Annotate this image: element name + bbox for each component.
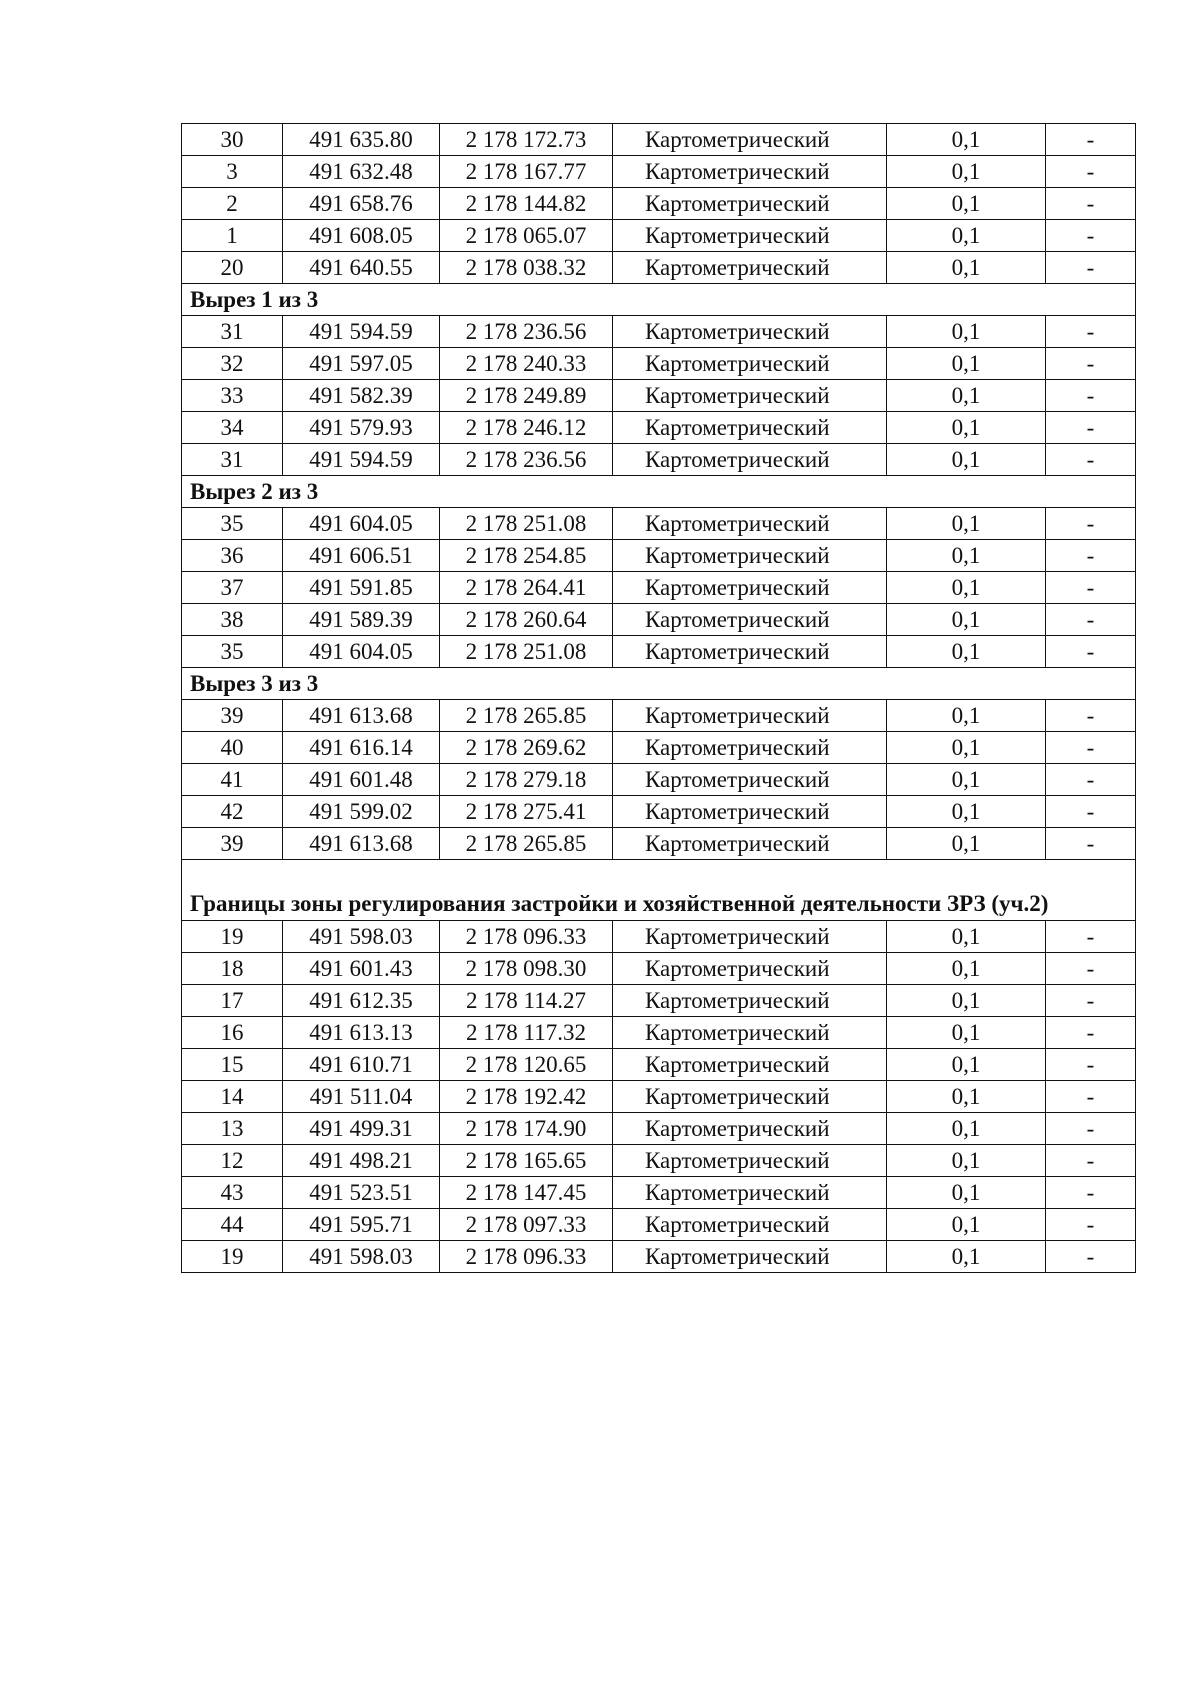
note-cell: - bbox=[1046, 700, 1136, 732]
note-cell: - bbox=[1046, 412, 1136, 444]
method-cell: Картометрический bbox=[613, 796, 887, 828]
accuracy-cell: 0,1 bbox=[887, 700, 1046, 732]
y-coordinate-cell: 2 178 254.85 bbox=[440, 540, 613, 572]
y-coordinate-cell: 2 178 265.85 bbox=[440, 828, 613, 860]
table-row bbox=[182, 316, 1136, 348]
x-coordinate-cell: 491 499.31 bbox=[283, 1113, 440, 1145]
y-coordinate-cell: 2 178 097.33 bbox=[440, 1209, 613, 1241]
accuracy-cell: 0,1 bbox=[887, 540, 1046, 572]
method-cell: Картометрический bbox=[613, 1241, 887, 1273]
method-cell: Картометрический bbox=[613, 412, 887, 444]
point-number-cell: 37 bbox=[182, 572, 283, 604]
table-row bbox=[182, 1081, 1136, 1113]
table-row bbox=[182, 732, 1136, 764]
accuracy-cell: 0,1 bbox=[887, 796, 1046, 828]
accuracy-cell: 0,1 bbox=[887, 156, 1046, 188]
method-cell: Картометрический bbox=[613, 252, 887, 284]
y-coordinate-cell: 2 178 172.73 bbox=[440, 124, 613, 156]
method-cell: Картометрический bbox=[613, 1081, 887, 1113]
point-number-cell: 39 bbox=[182, 828, 283, 860]
point-number-cell: 42 bbox=[182, 796, 283, 828]
x-coordinate-cell: 491 598.03 bbox=[283, 921, 440, 953]
x-coordinate-cell: 491 599.02 bbox=[283, 796, 440, 828]
y-coordinate-cell: 2 178 096.33 bbox=[440, 921, 613, 953]
y-coordinate-cell: 2 178 114.27 bbox=[440, 985, 613, 1017]
x-coordinate-cell: 491 601.48 bbox=[283, 764, 440, 796]
point-number-cell: 30 bbox=[182, 124, 283, 156]
coordinates-table-body bbox=[182, 124, 1136, 1273]
table-row bbox=[182, 124, 1136, 156]
table-row bbox=[182, 380, 1136, 412]
table-row bbox=[182, 1209, 1136, 1241]
point-number-cell: 40 bbox=[182, 732, 283, 764]
point-number-cell: 35 bbox=[182, 508, 283, 540]
note-cell: - bbox=[1046, 604, 1136, 636]
accuracy-cell: 0,1 bbox=[887, 764, 1046, 796]
accuracy-cell: 0,1 bbox=[887, 1017, 1046, 1049]
method-cell: Картометрический bbox=[613, 985, 887, 1017]
note-cell: - bbox=[1046, 156, 1136, 188]
y-coordinate-cell: 2 178 120.65 bbox=[440, 1049, 613, 1081]
table-row bbox=[182, 1017, 1136, 1049]
x-coordinate-cell: 491 589.39 bbox=[283, 604, 440, 636]
point-number-cell: 2 bbox=[182, 188, 283, 220]
table-row bbox=[182, 188, 1136, 220]
x-coordinate-cell: 491 608.05 bbox=[283, 220, 440, 252]
note-cell: - bbox=[1046, 188, 1136, 220]
x-coordinate-cell: 491 594.59 bbox=[283, 444, 440, 476]
note-cell: - bbox=[1046, 252, 1136, 284]
accuracy-cell: 0,1 bbox=[887, 444, 1046, 476]
section-heading: Границы зоны регулирования застройки и хозяйственной деятельности ЗРЗ (уч.2) bbox=[182, 860, 1136, 921]
table-row bbox=[182, 921, 1136, 953]
y-coordinate-cell: 2 178 117.32 bbox=[440, 1017, 613, 1049]
y-coordinate-cell: 2 178 236.56 bbox=[440, 444, 613, 476]
point-number-cell: 43 bbox=[182, 1177, 283, 1209]
method-cell: Картометрический bbox=[613, 380, 887, 412]
section-heading: Вырез 3 из 3 bbox=[182, 668, 1136, 700]
y-coordinate-cell: 2 178 265.85 bbox=[440, 700, 613, 732]
accuracy-cell: 0,1 bbox=[887, 1177, 1046, 1209]
y-coordinate-cell: 2 178 236.56 bbox=[440, 316, 613, 348]
method-cell: Картометрический bbox=[613, 1049, 887, 1081]
y-coordinate-cell: 2 178 269.62 bbox=[440, 732, 613, 764]
note-cell: - bbox=[1046, 348, 1136, 380]
y-coordinate-cell: 2 178 249.89 bbox=[440, 380, 613, 412]
x-coordinate-cell: 491 613.68 bbox=[283, 828, 440, 860]
x-coordinate-cell: 491 613.13 bbox=[283, 1017, 440, 1049]
note-cell: - bbox=[1046, 1209, 1136, 1241]
table-row bbox=[182, 796, 1136, 828]
accuracy-cell: 0,1 bbox=[887, 572, 1046, 604]
table-row bbox=[182, 953, 1136, 985]
point-number-cell: 33 bbox=[182, 380, 283, 412]
method-cell: Картометрический bbox=[613, 348, 887, 380]
method-cell: Картометрический bbox=[613, 540, 887, 572]
method-cell: Картометрический bbox=[613, 1113, 887, 1145]
method-cell: Картометрический bbox=[613, 156, 887, 188]
method-cell: Картометрический bbox=[613, 953, 887, 985]
note-cell: - bbox=[1046, 732, 1136, 764]
x-coordinate-cell: 491 658.76 bbox=[283, 188, 440, 220]
y-coordinate-cell: 2 178 246.12 bbox=[440, 412, 613, 444]
note-cell: - bbox=[1046, 921, 1136, 953]
accuracy-cell: 0,1 bbox=[887, 188, 1046, 220]
method-cell: Картометрический bbox=[613, 700, 887, 732]
y-coordinate-cell: 2 178 240.33 bbox=[440, 348, 613, 380]
y-coordinate-cell: 2 178 098.30 bbox=[440, 953, 613, 985]
x-coordinate-cell: 491 632.48 bbox=[283, 156, 440, 188]
note-cell: - bbox=[1046, 124, 1136, 156]
accuracy-cell: 0,1 bbox=[887, 220, 1046, 252]
note-cell: - bbox=[1046, 764, 1136, 796]
y-coordinate-cell: 2 178 264.41 bbox=[440, 572, 613, 604]
point-number-cell: 39 bbox=[182, 700, 283, 732]
method-cell: Картометрический bbox=[613, 124, 887, 156]
method-cell: Картометрический bbox=[613, 636, 887, 668]
accuracy-cell: 0,1 bbox=[887, 636, 1046, 668]
y-coordinate-cell: 2 178 144.82 bbox=[440, 188, 613, 220]
note-cell: - bbox=[1046, 508, 1136, 540]
point-number-cell: 19 bbox=[182, 1241, 283, 1273]
method-cell: Картометрический bbox=[613, 764, 887, 796]
table-row bbox=[182, 252, 1136, 284]
x-coordinate-cell: 491 640.55 bbox=[283, 252, 440, 284]
y-coordinate-cell: 2 178 065.07 bbox=[440, 220, 613, 252]
table-row bbox=[182, 444, 1136, 476]
accuracy-cell: 0,1 bbox=[887, 124, 1046, 156]
accuracy-cell: 0,1 bbox=[887, 508, 1046, 540]
note-cell: - bbox=[1046, 796, 1136, 828]
y-coordinate-cell: 2 178 279.18 bbox=[440, 764, 613, 796]
point-number-cell: 16 bbox=[182, 1017, 283, 1049]
point-number-cell: 20 bbox=[182, 252, 283, 284]
accuracy-cell: 0,1 bbox=[887, 604, 1046, 636]
table-row bbox=[182, 1049, 1136, 1081]
point-number-cell: 12 bbox=[182, 1145, 283, 1177]
table-row bbox=[182, 604, 1136, 636]
method-cell: Картометрический bbox=[613, 1209, 887, 1241]
accuracy-cell: 0,1 bbox=[887, 921, 1046, 953]
y-coordinate-cell: 2 178 167.77 bbox=[440, 156, 613, 188]
note-cell: - bbox=[1046, 1145, 1136, 1177]
method-cell: Картометрический bbox=[613, 220, 887, 252]
point-number-cell: 44 bbox=[182, 1209, 283, 1241]
accuracy-cell: 0,1 bbox=[887, 380, 1046, 412]
y-coordinate-cell: 2 178 192.42 bbox=[440, 1081, 613, 1113]
x-coordinate-cell: 491 579.93 bbox=[283, 412, 440, 444]
note-cell: - bbox=[1046, 1113, 1136, 1145]
accuracy-cell: 0,1 bbox=[887, 252, 1046, 284]
point-number-cell: 1 bbox=[182, 220, 283, 252]
table-row bbox=[182, 348, 1136, 380]
x-coordinate-cell: 491 606.51 bbox=[283, 540, 440, 572]
note-cell: - bbox=[1046, 444, 1136, 476]
point-number-cell: 38 bbox=[182, 604, 283, 636]
method-cell: Картометрический bbox=[613, 732, 887, 764]
method-cell: Картометрический bbox=[613, 508, 887, 540]
method-cell: Картометрический bbox=[613, 1177, 887, 1209]
table-row bbox=[182, 1177, 1136, 1209]
table-row bbox=[182, 412, 1136, 444]
note-cell: - bbox=[1046, 985, 1136, 1017]
accuracy-cell: 0,1 bbox=[887, 1145, 1046, 1177]
table-row bbox=[182, 828, 1136, 860]
method-cell: Картометрический bbox=[613, 1145, 887, 1177]
accuracy-cell: 0,1 bbox=[887, 953, 1046, 985]
x-coordinate-cell: 491 613.68 bbox=[283, 700, 440, 732]
point-number-cell: 32 bbox=[182, 348, 283, 380]
section-heading-row bbox=[182, 668, 1136, 700]
y-coordinate-cell: 2 178 038.32 bbox=[440, 252, 613, 284]
note-cell: - bbox=[1046, 220, 1136, 252]
y-coordinate-cell: 2 178 260.64 bbox=[440, 604, 613, 636]
x-coordinate-cell: 491 594.59 bbox=[283, 316, 440, 348]
point-number-cell: 15 bbox=[182, 1049, 283, 1081]
note-cell: - bbox=[1046, 1049, 1136, 1081]
table-row bbox=[182, 1113, 1136, 1145]
point-number-cell: 3 bbox=[182, 156, 283, 188]
accuracy-cell: 0,1 bbox=[887, 412, 1046, 444]
method-cell: Картометрический bbox=[613, 1017, 887, 1049]
y-coordinate-cell: 2 178 165.65 bbox=[440, 1145, 613, 1177]
method-cell: Картометрический bbox=[613, 604, 887, 636]
x-coordinate-cell: 491 635.80 bbox=[283, 124, 440, 156]
point-number-cell: 17 bbox=[182, 985, 283, 1017]
x-coordinate-cell: 491 601.43 bbox=[283, 953, 440, 985]
table-row bbox=[182, 156, 1136, 188]
accuracy-cell: 0,1 bbox=[887, 1049, 1046, 1081]
note-cell: - bbox=[1046, 1017, 1136, 1049]
y-coordinate-cell: 2 178 096.33 bbox=[440, 1241, 613, 1273]
point-number-cell: 18 bbox=[182, 953, 283, 985]
x-coordinate-cell: 491 612.35 bbox=[283, 985, 440, 1017]
accuracy-cell: 0,1 bbox=[887, 1081, 1046, 1113]
y-coordinate-cell: 2 178 174.90 bbox=[440, 1113, 613, 1145]
x-coordinate-cell: 491 616.14 bbox=[283, 732, 440, 764]
note-cell: - bbox=[1046, 316, 1136, 348]
section-heading-row bbox=[182, 860, 1136, 921]
table-row bbox=[182, 540, 1136, 572]
x-coordinate-cell: 491 582.39 bbox=[283, 380, 440, 412]
x-coordinate-cell: 491 595.71 bbox=[283, 1209, 440, 1241]
x-coordinate-cell: 491 610.71 bbox=[283, 1049, 440, 1081]
x-coordinate-cell: 491 523.51 bbox=[283, 1177, 440, 1209]
accuracy-cell: 0,1 bbox=[887, 985, 1046, 1017]
table-row bbox=[182, 508, 1136, 540]
x-coordinate-cell: 491 604.05 bbox=[283, 508, 440, 540]
section-heading-row bbox=[182, 476, 1136, 508]
point-number-cell: 31 bbox=[182, 316, 283, 348]
note-cell: - bbox=[1046, 953, 1136, 985]
note-cell: - bbox=[1046, 1177, 1136, 1209]
note-cell: - bbox=[1046, 1241, 1136, 1273]
y-coordinate-cell: 2 178 251.08 bbox=[440, 508, 613, 540]
table-row bbox=[182, 1241, 1136, 1273]
x-coordinate-cell: 491 597.05 bbox=[283, 348, 440, 380]
note-cell: - bbox=[1046, 636, 1136, 668]
accuracy-cell: 0,1 bbox=[887, 828, 1046, 860]
accuracy-cell: 0,1 bbox=[887, 1209, 1046, 1241]
method-cell: Картометрический bbox=[613, 188, 887, 220]
y-coordinate-cell: 2 178 275.41 bbox=[440, 796, 613, 828]
point-number-cell: 13 bbox=[182, 1113, 283, 1145]
note-cell: - bbox=[1046, 540, 1136, 572]
x-coordinate-cell: 491 604.05 bbox=[283, 636, 440, 668]
table-row bbox=[182, 636, 1136, 668]
y-coordinate-cell: 2 178 147.45 bbox=[440, 1177, 613, 1209]
table-row bbox=[182, 220, 1136, 252]
point-number-cell: 41 bbox=[182, 764, 283, 796]
method-cell: Картометрический bbox=[613, 316, 887, 348]
method-cell: Картометрический bbox=[613, 828, 887, 860]
table-row bbox=[182, 1145, 1136, 1177]
note-cell: - bbox=[1046, 1081, 1136, 1113]
note-cell: - bbox=[1046, 828, 1136, 860]
table-row bbox=[182, 700, 1136, 732]
x-coordinate-cell: 491 498.21 bbox=[283, 1145, 440, 1177]
point-number-cell: 34 bbox=[182, 412, 283, 444]
x-coordinate-cell: 491 598.03 bbox=[283, 1241, 440, 1273]
accuracy-cell: 0,1 bbox=[887, 348, 1046, 380]
accuracy-cell: 0,1 bbox=[887, 316, 1046, 348]
note-cell: - bbox=[1046, 572, 1136, 604]
point-number-cell: 19 bbox=[182, 921, 283, 953]
section-heading: Вырез 2 из 3 bbox=[182, 476, 1136, 508]
section-heading: Вырез 1 из 3 bbox=[182, 284, 1136, 316]
method-cell: Картометрический bbox=[613, 921, 887, 953]
method-cell: Картометрический bbox=[613, 444, 887, 476]
method-cell: Картометрический bbox=[613, 572, 887, 604]
x-coordinate-cell: 491 591.85 bbox=[283, 572, 440, 604]
accuracy-cell: 0,1 bbox=[887, 1113, 1046, 1145]
section-heading-row bbox=[182, 284, 1136, 316]
table-row bbox=[182, 764, 1136, 796]
coordinates-table bbox=[181, 123, 1136, 1273]
table-row bbox=[182, 572, 1136, 604]
accuracy-cell: 0,1 bbox=[887, 732, 1046, 764]
note-cell: - bbox=[1046, 380, 1136, 412]
point-number-cell: 31 bbox=[182, 444, 283, 476]
point-number-cell: 36 bbox=[182, 540, 283, 572]
x-coordinate-cell: 491 511.04 bbox=[283, 1081, 440, 1113]
accuracy-cell: 0,1 bbox=[887, 1241, 1046, 1273]
point-number-cell: 35 bbox=[182, 636, 283, 668]
table-row bbox=[182, 985, 1136, 1017]
point-number-cell: 14 bbox=[182, 1081, 283, 1113]
y-coordinate-cell: 2 178 251.08 bbox=[440, 636, 613, 668]
